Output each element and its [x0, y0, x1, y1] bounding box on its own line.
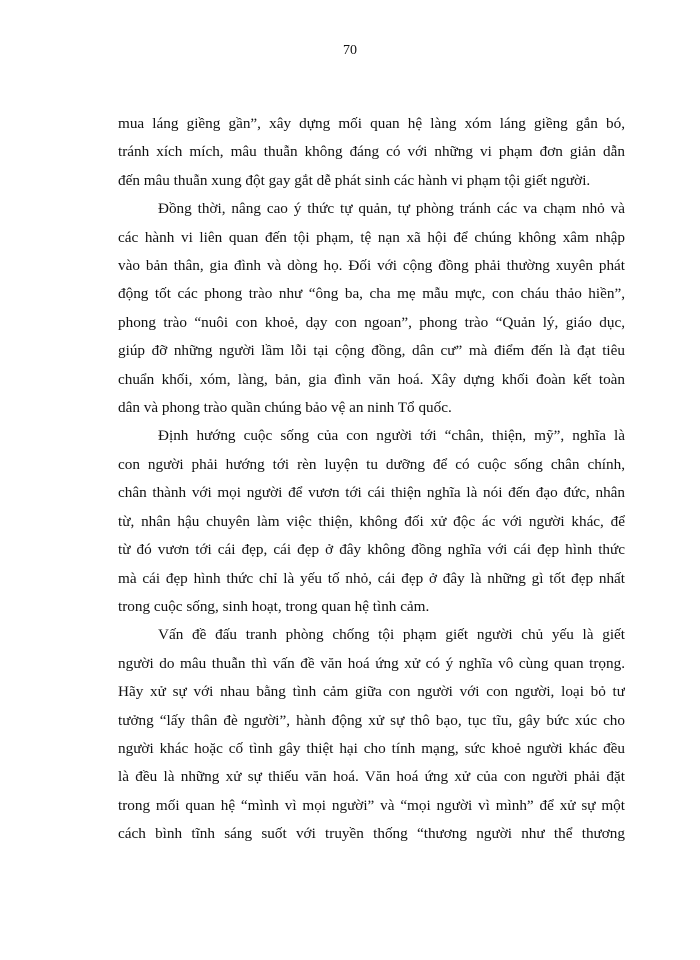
paragraph-2	[118, 195, 625, 422]
paragraph-line: động tốt các phong trào như “ông ba, cha mẹ mẫu mực, con cháu thảo hiền”,	[118, 285, 625, 303]
paragraph-line: mua láng giềng gần”, xây dựng mối quan hệ làng xóm láng giềng gắn bó,	[118, 115, 625, 132]
paragraph-line: mà cái đẹp hình thức chỉ là yếu tố nhỏ, cái đẹp ở đây là những gì tốt đẹp nhất	[118, 569, 625, 587]
paragraph-line: con người phải hướng tới rèn luyện tu dưỡng để có cuộc sống chân chính,	[118, 455, 625, 473]
paragraph-line: chân thành với mọi người để vươn tới cái thiện nghĩa là nói đến đạo đức, nhân	[118, 484, 625, 502]
paragraph-line: người do mâu thuẫn thì vấn đề văn hoá ứng xử có ý nghĩa vô cùng quan trọng.	[118, 654, 625, 672]
paragraph-line: đến mâu thuẫn xung đột gay gắt dễ phát sinh các hành vi phạm tội giết người.	[118, 171, 591, 189]
paragraph-line: giúp đỡ những người lầm lỗi tại cộng đồng, dân cư” mà điểm đến là đạt tiêu	[118, 342, 625, 360]
paragraph-line: dân và phong trào quần chúng bảo vệ an ninh Tổ quốc.	[118, 399, 452, 417]
body-text	[118, 110, 625, 849]
paragraph-line: cách bình tĩnh sáng suốt với truyền thống “thương người như thể thương	[118, 825, 625, 843]
paragraph-line: tưởng “lấy thân đè người”, hành động xử sự thô bạo, tục tĩu, gây bức xúc cho	[118, 711, 625, 729]
paragraph-line: Hãy xử sự với nhau bằng tình cảm giữa con người với con người, loại bỏ tư	[118, 683, 625, 701]
paragraph-line: trong cuộc sống, sinh hoạt, trong quan hệ tình cảm.	[118, 597, 430, 615]
paragraph-line: Vấn đề đấu tranh phòng chống tội phạm giết người chủ yếu là giết	[158, 626, 625, 644]
page-number: 70	[343, 43, 357, 58]
paragraph-line: người khác hoặc cố tình gây thiệt hại cho tính mạng, sức khoẻ người khác đều	[118, 739, 625, 757]
paragraph-1	[118, 110, 625, 195]
paragraph-4	[118, 621, 625, 848]
paragraph-line: trong mối quan hệ “mình vì mọi người” và “mọi người vì mình” để xử sự một	[118, 796, 625, 814]
paragraph-line: chuẩn khối, xóm, làng, bản, gia đình văn hoá. Xây dựng khối đoàn kết toàn	[118, 370, 625, 388]
paragraph-3	[118, 422, 625, 621]
paragraph-line: Định hướng cuộc sống của con người tới “chân, thiện, mỹ”, nghĩa là	[158, 427, 625, 445]
paragraph-line: các hành vi liên quan đến tội phạm, tệ nạn xã hội để chúng không xâm nhập	[118, 228, 625, 246]
paragraph-line: vào bản thân, gia đình và dòng họ. Đối với cộng đồng phải thường xuyên phát	[118, 257, 625, 275]
paragraph-line: tránh xích mích, mâu thuẫn không đáng có với những vi phạm đơn giản dẫn	[118, 143, 625, 161]
paragraph-line: từ đó vươn tới cái đẹp, cái đẹp ở đây không đồng nghĩa với cái đẹp hình thức	[118, 541, 625, 559]
paragraph-line: phong trào “nuôi con khoẻ, dạy con ngoan”, phong trào “Quản lý, giáo dục,	[118, 313, 625, 331]
paragraph-line: Đồng thời, nâng cao ý thức tự quản, tự phòng tránh các va chạm nhỏ và	[158, 200, 625, 218]
paragraph-line: là đều là những xử sự thiếu văn hoá. Văn hoá ứng xử của con người phải đặt	[118, 768, 625, 786]
paragraph-line: từ, nhân hậu chuyên làm việc thiện, không đối xử độc ác với người khác, để	[118, 512, 625, 530]
